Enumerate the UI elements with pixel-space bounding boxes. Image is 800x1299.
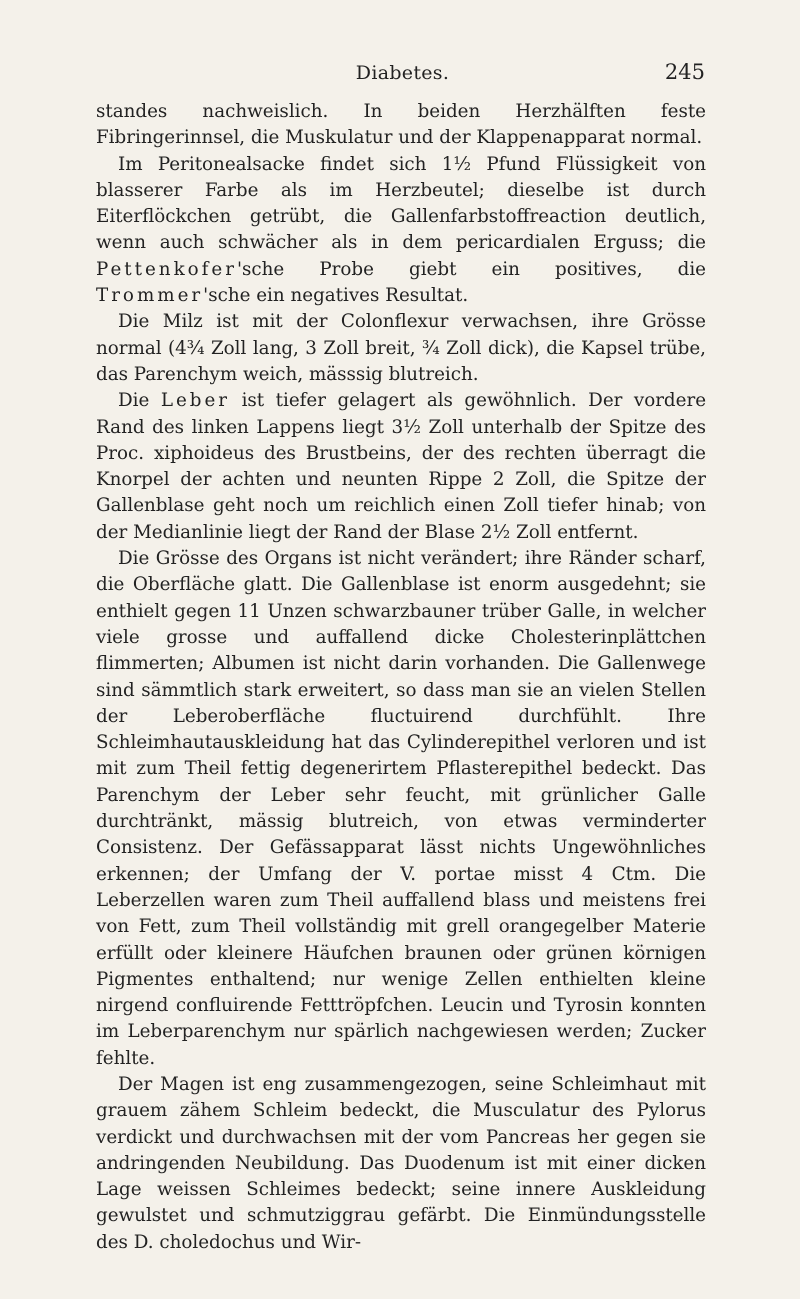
paragraph-2-end: 'sche ein negatives Resultat. bbox=[203, 285, 469, 307]
page-header bbox=[100, 62, 705, 88]
paragraph-4-rest: ist tiefer gelagert als gewöhnlich. Der vordere Rand des linken Lappens liegt 3½ Zoll unterhalb der Spitze des Proc. xiphoideus des Brustbeins, der des rechten überragt die Knorpel der achten und neunten Rippe 2 Zoll, die Spitze der Gallenblase geht noch um reichlich einen Zoll tiefer hinab; von der Medianlinie liegt der Rand der Blase 2½ Zoll entfernt. bbox=[96, 390, 707, 543]
paragraph-4 bbox=[96, 388, 706, 546]
running-title: Diabetes. bbox=[355, 62, 450, 84]
paragraph-2-middle: 'sche Probe giebt ein positives, die bbox=[237, 258, 706, 280]
author-name-trommer: Trommer bbox=[96, 285, 204, 307]
page-body bbox=[96, 99, 706, 1256]
paragraph-5: Die Grösse des Organs ist nicht verändert; ihre Ränder scharf, die Oberfläche glatt. Die Gallenblase ist enorm ausgedehnt; sie enthielt gegen 11 Unzen schwarzbauner trüber Galle, in welcher viele grosse und auffallend dicke Cholesterinplättchen flimmerten; Albumen ist nicht darin vorhanden. Die Gallenwege sind sämmtlich stark erweitert, so dass man sie an vielen Stellen der Leberoberfläche fluctuirend durchfühlt. Ihre Schleimhautauskleidung hat das Cylinderepithel verloren und ist mit zum Theil fettig degenerirtem Pflasterepithel bedeckt. Das Parenchym der Leber sehr feucht, mit grünlicher Galle durchtränkt, mässig blutreich, von etwas verminderter Consistenz. Der Gefässapparat lässt nichts Ungewöhnliches erkennen; der Umfang der V. portae misst 4 Ctm. Die Leberzellen waren zum Theil auffallend blass und meistens frei von Fett, zum Theil vollständig mit grell orangegelber Materie erfüllt oder kleinere Häufchen braunen oder grünen körnigen Pigmentes enthaltend; nur wenige Zellen enthielten kleine nirgend confluirende Fetttröpfchen. Leucin und Tyrosin konnten im Leberparenchym nur spärlich nachgewiesen werden; Zucker fehlte. bbox=[96, 548, 706, 1069]
author-name-pettenkofer: Pettenkofer bbox=[96, 258, 237, 280]
keyword-leber: Leber bbox=[160, 390, 231, 412]
paragraph-2 bbox=[96, 152, 706, 310]
paragraph-4-start: Die bbox=[118, 390, 150, 412]
paragraph-2-text: Im Peritonealsacke findet sich 1½ Pfund Flüssigkeit von blasserer Farbe als im Herzbeutel; dieselbe ist durch Eiterflöckchen getrübt, die Gallenfarbstoffreaction deutlich, wenn auch schwächer als in dem pericardialen Erguss; die bbox=[96, 153, 706, 254]
paragraph-3: Die Milz ist mit der Colonflexur verwachsen, ihre Grösse normal (4¾ Zoll lang, 3 Zoll breit, ¾ Zoll dick), die Kapsel trübe, das Parenchym weich, mässsig blutreich. bbox=[96, 311, 706, 385]
paragraph-1: standes nachweislich. In beiden Herzhälften feste Fibringerinnsel, die Muskulatur und der Klappenapparat normal. bbox=[96, 101, 706, 149]
page-number: 245 bbox=[664, 60, 705, 84]
paragraph-6: Der Magen ist eng zusammengezogen, seine Schleimhaut mit grauem zähem Schleim bedeckt, die Musculatur des Pylorus verdickt und durchwachsen mit der vom Pancreas her gegen sie andringenden Neubildung. Das Duodenum ist mit einer dicken Lage weissen Schleimes bedeckt; seine innere Auskleidung gewulstet und schmutziggrau gefärbt. Die Einmündungsstelle des D. choledochus und Wir- bbox=[96, 1073, 706, 1253]
